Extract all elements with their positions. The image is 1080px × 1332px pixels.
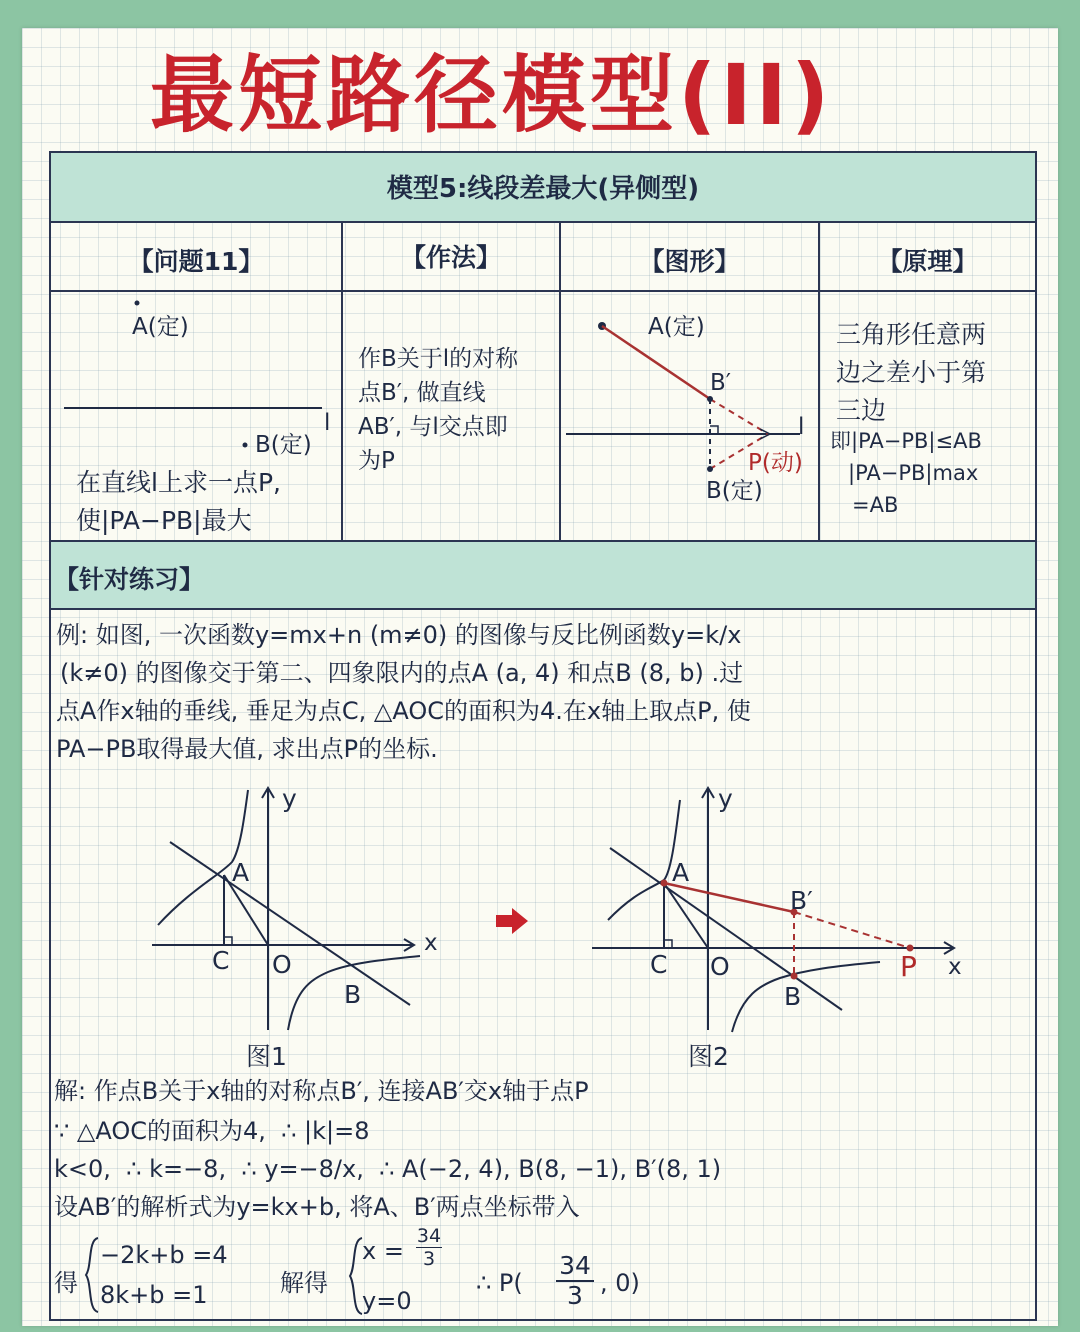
- right-angle-mark: [664, 940, 672, 948]
- graph2-y-label: y: [718, 784, 733, 813]
- principle-line2: 边之差小于第: [836, 358, 987, 387]
- fraction-numerator: 34: [416, 1225, 442, 1247]
- column-header-figure: 【图形】: [639, 247, 740, 276]
- arrow-icon: [494, 906, 530, 936]
- figure-point-p-label: P(动): [748, 450, 803, 476]
- solution-line4: 设AB′的解析式为y=kx+b, 将A、B′两点坐标带入: [54, 1193, 580, 1221]
- fraction-denominator: 3: [422, 1248, 436, 1270]
- solution-therefore: ∴ P(: [476, 1269, 523, 1297]
- graph2-x-label: x: [948, 954, 962, 980]
- point-b-dot: [243, 443, 248, 448]
- graph1-point-b: B: [344, 980, 362, 1009]
- solution-eq2: 8k+b =1: [100, 1281, 208, 1309]
- graph2-point-o: O: [710, 952, 730, 981]
- example-line3: 点A作x轴的垂线, 垂足为点C, △AOC的面积为4.在x轴上取点P, 使: [56, 697, 751, 725]
- right-angle-mark: [710, 426, 718, 434]
- method-line4: 为P: [358, 448, 395, 474]
- hyperbola-branch-4: [732, 962, 880, 1032]
- point-a-dot: [135, 301, 140, 306]
- figure-point-a-label: A(定): [648, 314, 705, 340]
- method-line2: 点B′, 做直线: [358, 380, 486, 406]
- graph1-point-a: A: [232, 858, 250, 887]
- graph1-caption: 图1: [246, 1042, 287, 1071]
- figure-point-bprime-label: B′: [710, 370, 732, 396]
- solution-x-fraction: [414, 1226, 444, 1269]
- column-header-method: 【作法】: [400, 243, 501, 272]
- brace-left-1: [82, 1236, 102, 1314]
- example-line1: 例: 如图, 一次函数y=mx+n (m≠0) 的图像与反比例函数y=k/x: [56, 621, 742, 649]
- figure-line-label: l: [798, 414, 805, 440]
- solution-p-tail: , 0): [600, 1269, 640, 1297]
- solution-line3: k<0, ∴ k=−8, ∴ y=−8/x, ∴ A(−2, 4), B(8, −1), B′(8, 1): [54, 1155, 722, 1183]
- solution-de: 得: [54, 1269, 78, 1297]
- principle-line3: 三边: [836, 396, 887, 425]
- example-line2: (k≠0) 的图像交于第二、四象限内的点A (a, 4) 和点B (8, b) .过: [60, 659, 744, 687]
- column-header-principle: 【原理】: [877, 247, 978, 276]
- graph1-x-label: x: [424, 930, 438, 956]
- p-denominator: 3: [567, 1281, 583, 1310]
- graph1-point-c: C: [212, 946, 230, 975]
- problem-text-line1: 在直线l上求一点P,: [76, 468, 281, 497]
- graph2-point-a: A: [672, 858, 690, 887]
- graph2-point-p: P: [900, 950, 917, 983]
- graph2-point-b: B: [784, 982, 802, 1011]
- graph2-caption: 图2: [688, 1042, 729, 1071]
- problem-line-label: l: [324, 410, 331, 436]
- solution-line1: 解: 作点B关于x轴的对称点B′, 连接AB′交x轴于点P: [54, 1077, 589, 1105]
- graph-1: [140, 780, 460, 1040]
- practice-header-text: 【针对练习】: [54, 565, 205, 594]
- solution-x-eq: x =: [362, 1237, 404, 1265]
- example-line4: PA−PB取得最大值, 求出点P的坐标.: [56, 735, 438, 763]
- graph-2: [580, 780, 980, 1040]
- model-header-text: 模型5:线段差最大(异侧型): [386, 174, 700, 204]
- graph2-point-bprime: B′: [790, 886, 813, 915]
- column-header-problem: 【问题11】: [128, 247, 264, 276]
- p-numerator: 34: [559, 1251, 591, 1280]
- figure-point-b-label: B(定): [706, 478, 763, 504]
- hyperbola-branch-2: [608, 800, 680, 920]
- solution-eq1: −2k+b =4: [100, 1241, 228, 1269]
- graph2-point-c: C: [650, 950, 668, 979]
- linear-function: [610, 848, 842, 1010]
- segment-a-o: [664, 883, 708, 948]
- graph1-point-o: O: [272, 950, 292, 979]
- method-line1: 作B关于l的对称: [358, 346, 519, 372]
- problem-text-line2: 使|PA−PB|最大: [76, 506, 252, 535]
- problem-point-a-label: A(定): [132, 314, 189, 340]
- problem-point-b-label: B(定): [255, 432, 312, 458]
- principle-line1: 三角形任意两: [836, 320, 987, 349]
- method-line3: AB′, 与l交点即: [358, 414, 508, 440]
- principle-line6: =AB: [852, 493, 899, 517]
- page-title: 最短路径模型(II): [150, 46, 834, 144]
- principle-line4: 即|PA−PB|≤AB: [830, 429, 982, 453]
- solution-line2: ∵ △AOC的面积为4, ∴ |k|=8: [54, 1117, 370, 1145]
- principle-line5: |PA−PB|max: [848, 461, 979, 485]
- solution-y-eq: y=0: [362, 1287, 412, 1315]
- graph1-y-label: y: [282, 784, 297, 813]
- solution-jiede: 解得: [280, 1269, 328, 1297]
- solution-p-fraction: [554, 1252, 596, 1310]
